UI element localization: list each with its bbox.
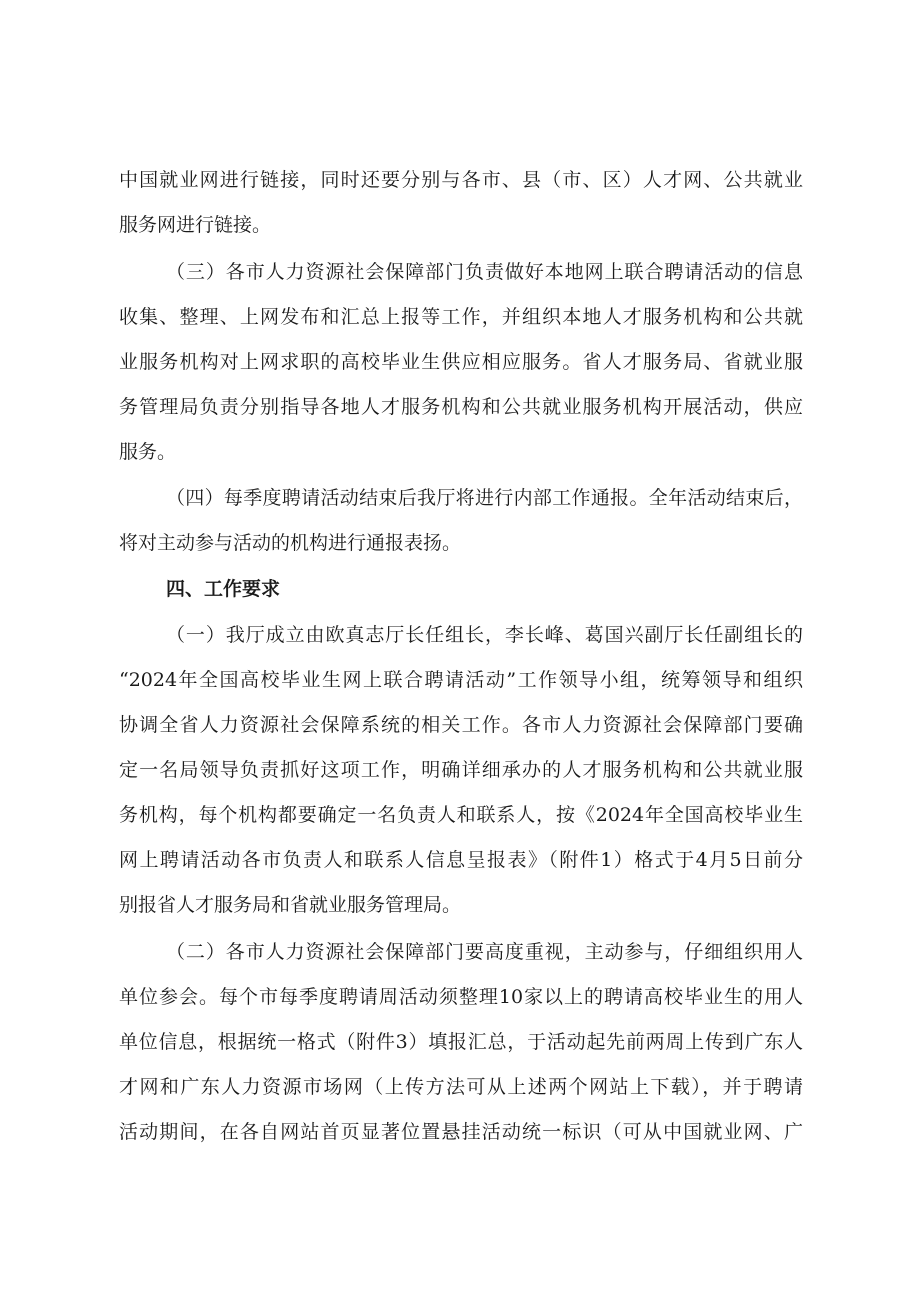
paragraph-2-line-3: 业服务机构对上网求职的高校毕业生供应相应服务。省人才服务局、省就业服 <box>119 351 803 373</box>
paragraph-4-line-6: 网上聘请活动各市负责人和联系人信息呈报表》（附件1）格式于4月5日前分 <box>119 849 803 871</box>
paragraph-2-line-4: 务管理局负责分别指导各地人才服务机构和公共就业服务机构开展活动，供应 <box>119 396 803 418</box>
paragraph-5-line-2: 单位参会。每个市每季度聘请周活动须整理10家以上的聘请高校毕业生的用人 <box>119 986 803 1008</box>
paragraph-4-line-3: 协调全省人力资源社会保障系统的相关工作。各市人力资源社会保障部门要确 <box>119 714 803 736</box>
paragraph-5-line-5: 活动期间，在各自网站首页显著位置悬挂活动统一标识（可从中国就业网、广 <box>119 1121 803 1143</box>
paragraph-4-line-5: 务机构，每个机构都要确定一名负责人和联系人，按《2024年全国高校毕业生 <box>119 804 803 826</box>
paragraph-3-line-1: （四）每季度聘请活动结束后我厅将进行内部工作通报。全年活动结束后， <box>166 487 803 509</box>
paragraph-4-line-4: 定一名局领导负责抓好这项工作，明确详细承办的人才服务机构和公共就业服 <box>119 759 803 781</box>
paragraph-1-line-1: 中国就业网进行链接，同时还要分别与各市、县（市、区）人才网、公共就业 <box>119 169 803 191</box>
paragraph-4-line-2: “2024年全国高校毕业生网上联合聘请活动”工作领导小组，统筹领导和组织 <box>119 669 803 691</box>
paragraph-3-line-2: 将对主动参与活动的机构进行通报表扬。 <box>119 532 462 554</box>
paragraph-2-line-2: 收集、整理、上网发布和汇总上报等工作，并组织本地人才服务机构和公共就 <box>119 306 803 328</box>
paragraph-4-line-7: 别报省人才服务局和省就业服务管理局。 <box>119 894 462 916</box>
paragraph-4-line-1: （一）我厅成立由欧真志厅长任组长，李长峰、葛国兴副厅长任副组长的 <box>166 624 803 646</box>
paragraph-2-line-1: （三）各市人力资源社会保障部门负责做好本地网上联合聘请活动的信息 <box>166 261 803 283</box>
paragraph-1-line-2: 服务网进行链接。 <box>119 214 272 236</box>
section-heading: 四、工作要求 <box>166 578 281 600</box>
paragraph-5-line-1: （二）各市人力资源社会保障部门要高度重视，主动参与，仔细组织用人 <box>166 941 803 963</box>
paragraph-5-line-4: 才网和广东人力资源市场网（上传方法可从上述两个网站上下载），并于聘请 <box>119 1076 803 1098</box>
paragraph-2-line-5: 服务。 <box>119 441 177 463</box>
paragraph-5-line-3: 单位信息，根据统一格式（附件3）填报汇总，于活动起先前两周上传到广东人 <box>119 1031 803 1053</box>
